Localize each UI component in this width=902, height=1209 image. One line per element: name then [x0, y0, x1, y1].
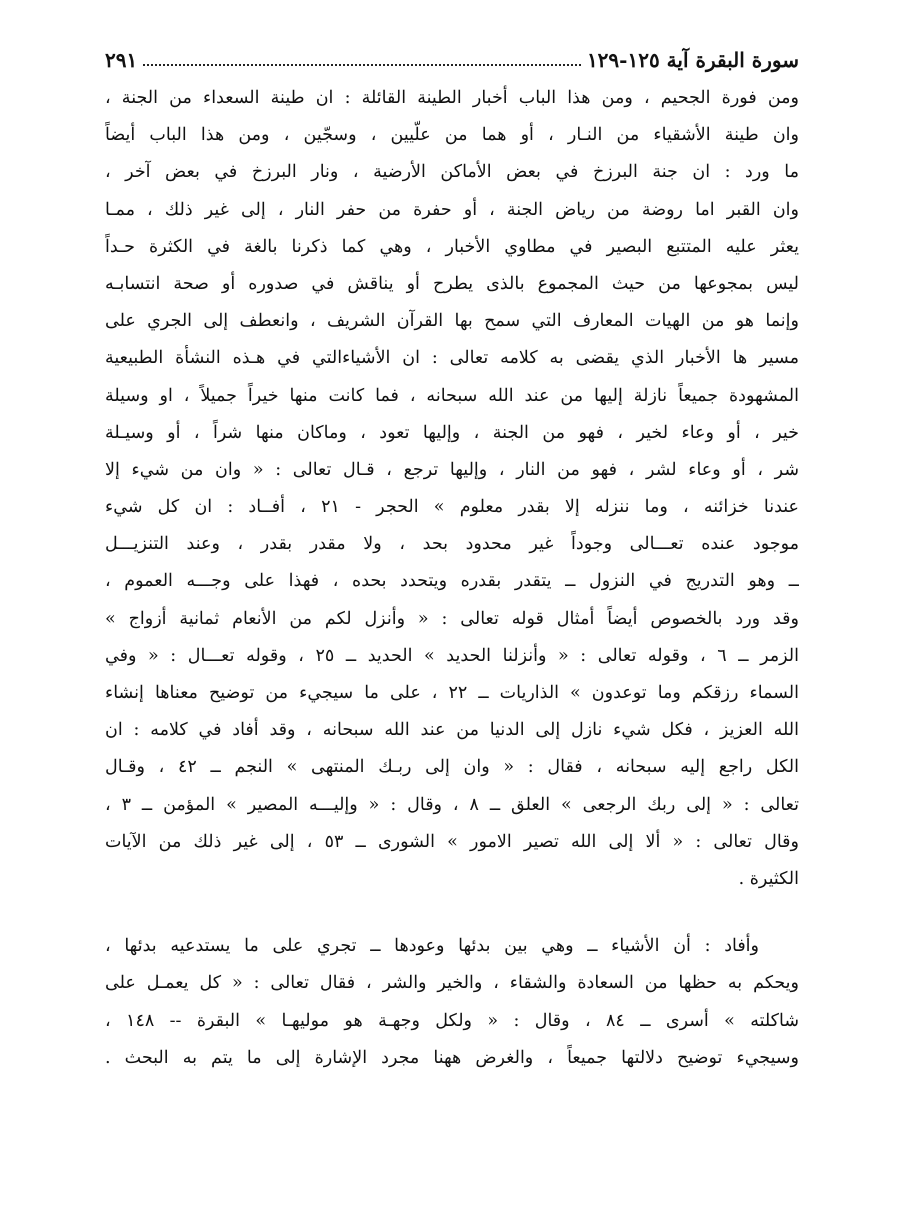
text-line: الكثيرة .: [738, 868, 799, 889]
text-line: ما ورد : ان جنة البرزخ في بعض الأماكن الأرضية ، ونار البرزخ في بعض آخر ،: [105, 162, 799, 183]
text-line: ومن فورة الجحيم ، ومن هذا الباب أخبار الطينة القائلة : ان طينة السعداء من الجنة ،: [105, 88, 799, 108]
text-line: وأفاد : أن الأشياء ــ وهي بين بدئها وعودها ــ تجري على ما يستدعيه بدئها ،: [105, 936, 759, 957]
text-line: شاكلته » أسرى ــ ٨٤ ، وقال : « ولكل وجهـة هو موليهـا » البقرة -- ١٤٨ ،: [105, 1010, 799, 1031]
text-line: موجود عنده تعـــالى وجوداً غير محدود بحد ، ولا مقدر بقدر ، وعند التنزيـــل: [105, 534, 799, 555]
text-line: مسير ها الأخبار الذي يقضى به كلامه تعالى : ان الأشياءالتي في هـذه النشأة الطبيعية: [105, 348, 799, 369]
running-header: [105, 40, 799, 74]
text-line: السماء رزقكم وما توعدون » الذاريات ــ ٢٢ ، على ما سيجيء من توضيح معناها إنشاء: [105, 683, 799, 703]
text-line: المشهودة جميعاً نازلة إليها من عند الله سبحانه ، فما كانت منها خيراً جميلاً ، او وسيلة: [105, 385, 799, 406]
text-line: وان القبر اما روضة من رياض الجنة ، أو حفرة من حفر النار ، إلى غير ذلك ، ممـا: [105, 199, 799, 220]
text-line: وسيجيء توضيح دلالتها جميعاً ، والغرض ههنا مجرد الإشارة إلى ما يتم به البحث .: [105, 1047, 799, 1068]
text-line: عندنا خزائنه ، وما ننزله إلا بقدر معلوم » الحجر - ٢١ ، أفــاد : ان كل شيء: [105, 497, 799, 518]
text-line: تعالى : « إلى ربك الرجعى » العلق ــ ٨ ، وقال : « وإليـــه المصير » المؤمن ــ ٣ ،: [105, 794, 799, 815]
paragraph-spacer: [105, 898, 799, 928]
text-line: ويحكم به حظها من السعادة والشقاء ، والخير والشر ، فقال تعالى : « كل يعمـل على: [105, 973, 799, 994]
text-line: خير ، أو وعاء لخير ، فهو من الجنة ، وإليها تعود ، وماكان منها شراً ، أو وسيـلة: [105, 422, 799, 443]
text-line: وان طينة الأشقياء من النـار ، أو هما من علّيين ، وسجّين ، ومن هذا الباب أيضاً: [105, 125, 799, 146]
text-line: الزمر ــ ٦ ، وقوله تعالى : « وأنزلنا الحديد » الحديد ــ ٢٥ ، وقوله تعـــال : « وفي: [105, 645, 799, 666]
text-line: ــ وهو التدريج في النزول ــ يتقدر بقدره ويتحدد بحده ، فهذا على وجـــه العموم ،: [105, 571, 799, 592]
paragraph-2: [105, 928, 799, 1077]
text-line: ليس بمجوعها من حيث المجموع بالذى يطرح أو يناقش في صدوره أو صحة انتسابـه: [105, 273, 799, 294]
text-line: وإنما هو من الهيات المعارف التي سمح بها القرآن الشريف ، وانعطف إلى الجري على: [105, 311, 799, 332]
text-line: يعثر عليه المتتبع البصير في مطاوي الأخبار ، وهي كما ذكرنا بالغة في الكثرة حـداً: [105, 236, 799, 257]
text-line: وقال تعالى : « ألا إلى الله تصير الامور » الشورى ــ ٥٣ ، إلى غير ذلك من الآيات: [105, 831, 799, 852]
text-line: الله العزيز ، فكل شيء نازل إلى الدنيا من عند الله سبحانه ، وقد أفاد في كلامه : ان: [105, 720, 799, 741]
body-text: [105, 80, 799, 1077]
text-line: شر ، أو وعاء لشر ، فهو من النار ، وإليها ترجع ، قـال تعالى : « وان من شيء إلا: [105, 459, 799, 480]
text-line: وقد ورد بالخصوص أيضاً أمثال قوله تعالى : « وأنزل لكم من الأنعام ثمانية أزواج »: [105, 608, 799, 629]
text-line: الكل راجع إليه سبحانه ، فقال : « وان إلى ربـك المنتهى » النجم ــ ٤٢ ، وقـال: [105, 757, 799, 778]
paragraph-1: [105, 80, 799, 898]
chapter-title: سورة البقرة آية ١٢٥-١٢٩: [586, 48, 799, 72]
page-number: ٢٩١: [105, 48, 138, 72]
header-dotted-leader: [143, 63, 581, 66]
